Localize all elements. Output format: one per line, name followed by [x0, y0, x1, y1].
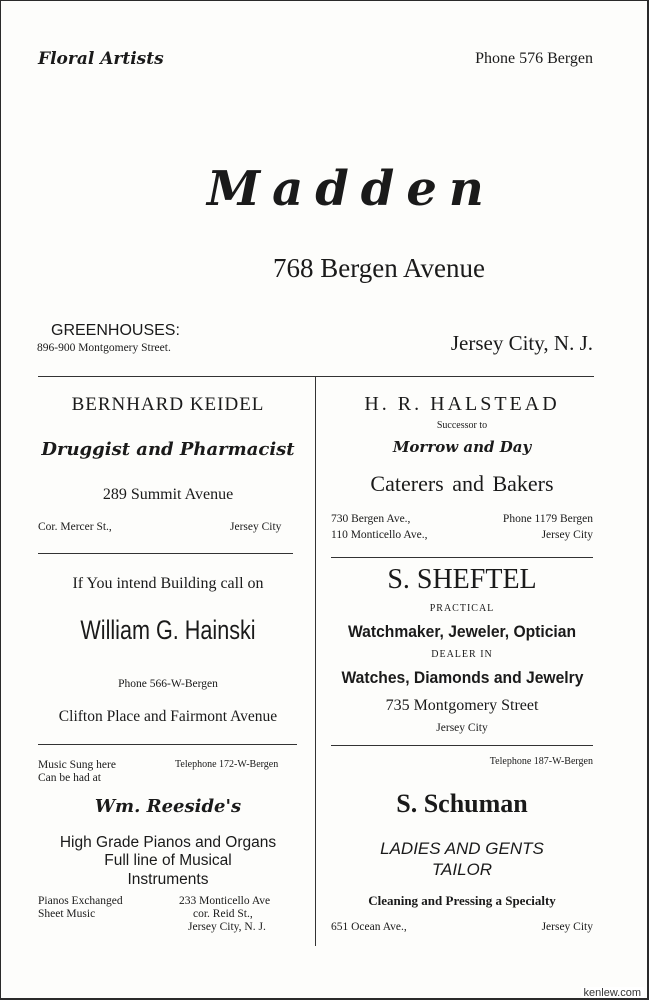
sheftel-trade: Watchmaker, Jeweler, Optician — [347, 622, 577, 641]
halstead-addr2: 110 Monticello Ave., — [331, 529, 428, 541]
sheftel-goods: Watches, Diamonds and Jewelry — [341, 668, 584, 687]
keidel-address: 289 Summit Avenue — [102, 486, 234, 503]
rule-right-2 — [331, 745, 593, 746]
top-rule — [38, 376, 594, 377]
sheftel-city: Jersey City — [436, 722, 488, 734]
reeside-exch1: Pianos Exchanged — [38, 895, 123, 907]
keidel-city: Jersey City — [230, 521, 282, 533]
reeside-line1: High Grade Pianos and Organs — [59, 834, 277, 851]
reeside-addr1: 233 Monticello Ave — [179, 895, 271, 907]
schuman-trade1: LADIES AND GENTS — [380, 839, 544, 858]
keidel-name: BERNHARD KEIDEL — [71, 394, 265, 415]
reeside-phone: Telephone 172-W-Bergen — [175, 759, 279, 770]
reeside-music1: Music Sung here — [38, 759, 116, 771]
reeside-exch2: Sheet Music — [38, 908, 96, 920]
madden-city: Jersey City, N. J. — [450, 331, 593, 355]
sheftel-practical: PRACTICAL — [429, 603, 495, 614]
hainski-intro: If You intend Building call on — [72, 575, 264, 592]
schuman-name: S. Schuman — [396, 789, 528, 818]
reeside-name: Wm. Reeside's — [94, 796, 242, 817]
directory-page — [1, 1, 647, 998]
reeside-addr3: Jersey City, N. J. — [188, 921, 266, 933]
reeside-addr2: cor. Reid St., — [193, 908, 253, 920]
hainski-phone: Phone 566-W-Bergen — [118, 678, 218, 690]
hainski-address: Clifton Place and Fairmont Avenue — [58, 708, 278, 725]
sheftel-dealer: DEALER IN — [431, 649, 493, 660]
reeside-line2: Full line of Musical — [104, 852, 232, 869]
madden-name: Madden — [207, 161, 496, 217]
rule-left-1 — [38, 553, 293, 554]
rule-right-1 — [331, 557, 593, 558]
halstead-trade: Caterers and Bakers — [370, 471, 554, 496]
sheftel-address: 735 Montgomery Street — [385, 697, 539, 714]
madden-address: 768 Bergen Avenue — [273, 253, 485, 283]
site-credit: kenlew.com — [581, 987, 644, 998]
schuman-city: Jersey City — [541, 921, 593, 933]
rule-left-2 — [38, 744, 297, 745]
keidel-trade: Druggist and Pharmacist — [41, 439, 295, 460]
halstead-phone: Phone 1179 Bergen — [502, 513, 593, 525]
hainski-name: William G. Hainski — [80, 615, 256, 645]
halstead-name: H. R. HALSTEAD — [364, 393, 560, 415]
halstead-predecessor: Morrow and Day — [392, 438, 532, 456]
schuman-trade2: TAILOR — [431, 860, 493, 879]
reeside-line3: Instruments — [127, 871, 209, 888]
header-left: Floral Artists — [38, 49, 164, 69]
keidel-corner: Cor. Mercer St., — [38, 521, 112, 533]
greenhouses-label: GREENHOUSES: — [51, 322, 180, 339]
center-rule — [315, 377, 316, 946]
halstead-successor: Successor to — [436, 420, 488, 431]
schuman-specialty: Cleaning and Pressing a Specialty — [368, 893, 556, 908]
halstead-addr1: 730 Bergen Ave., — [331, 513, 411, 525]
greenhouses-address: 896-900 Montgomery Street. — [37, 342, 171, 354]
sheftel-name: S. SHEFTEL — [387, 564, 537, 595]
reeside-music2: Can be had at — [38, 772, 101, 784]
schuman-phone: Telephone 187-W-Bergen — [489, 756, 593, 767]
header-right: Phone 576 Bergen — [475, 50, 593, 67]
schuman-address: 651 Ocean Ave., — [331, 921, 407, 933]
halstead-city: Jersey City — [541, 529, 593, 541]
